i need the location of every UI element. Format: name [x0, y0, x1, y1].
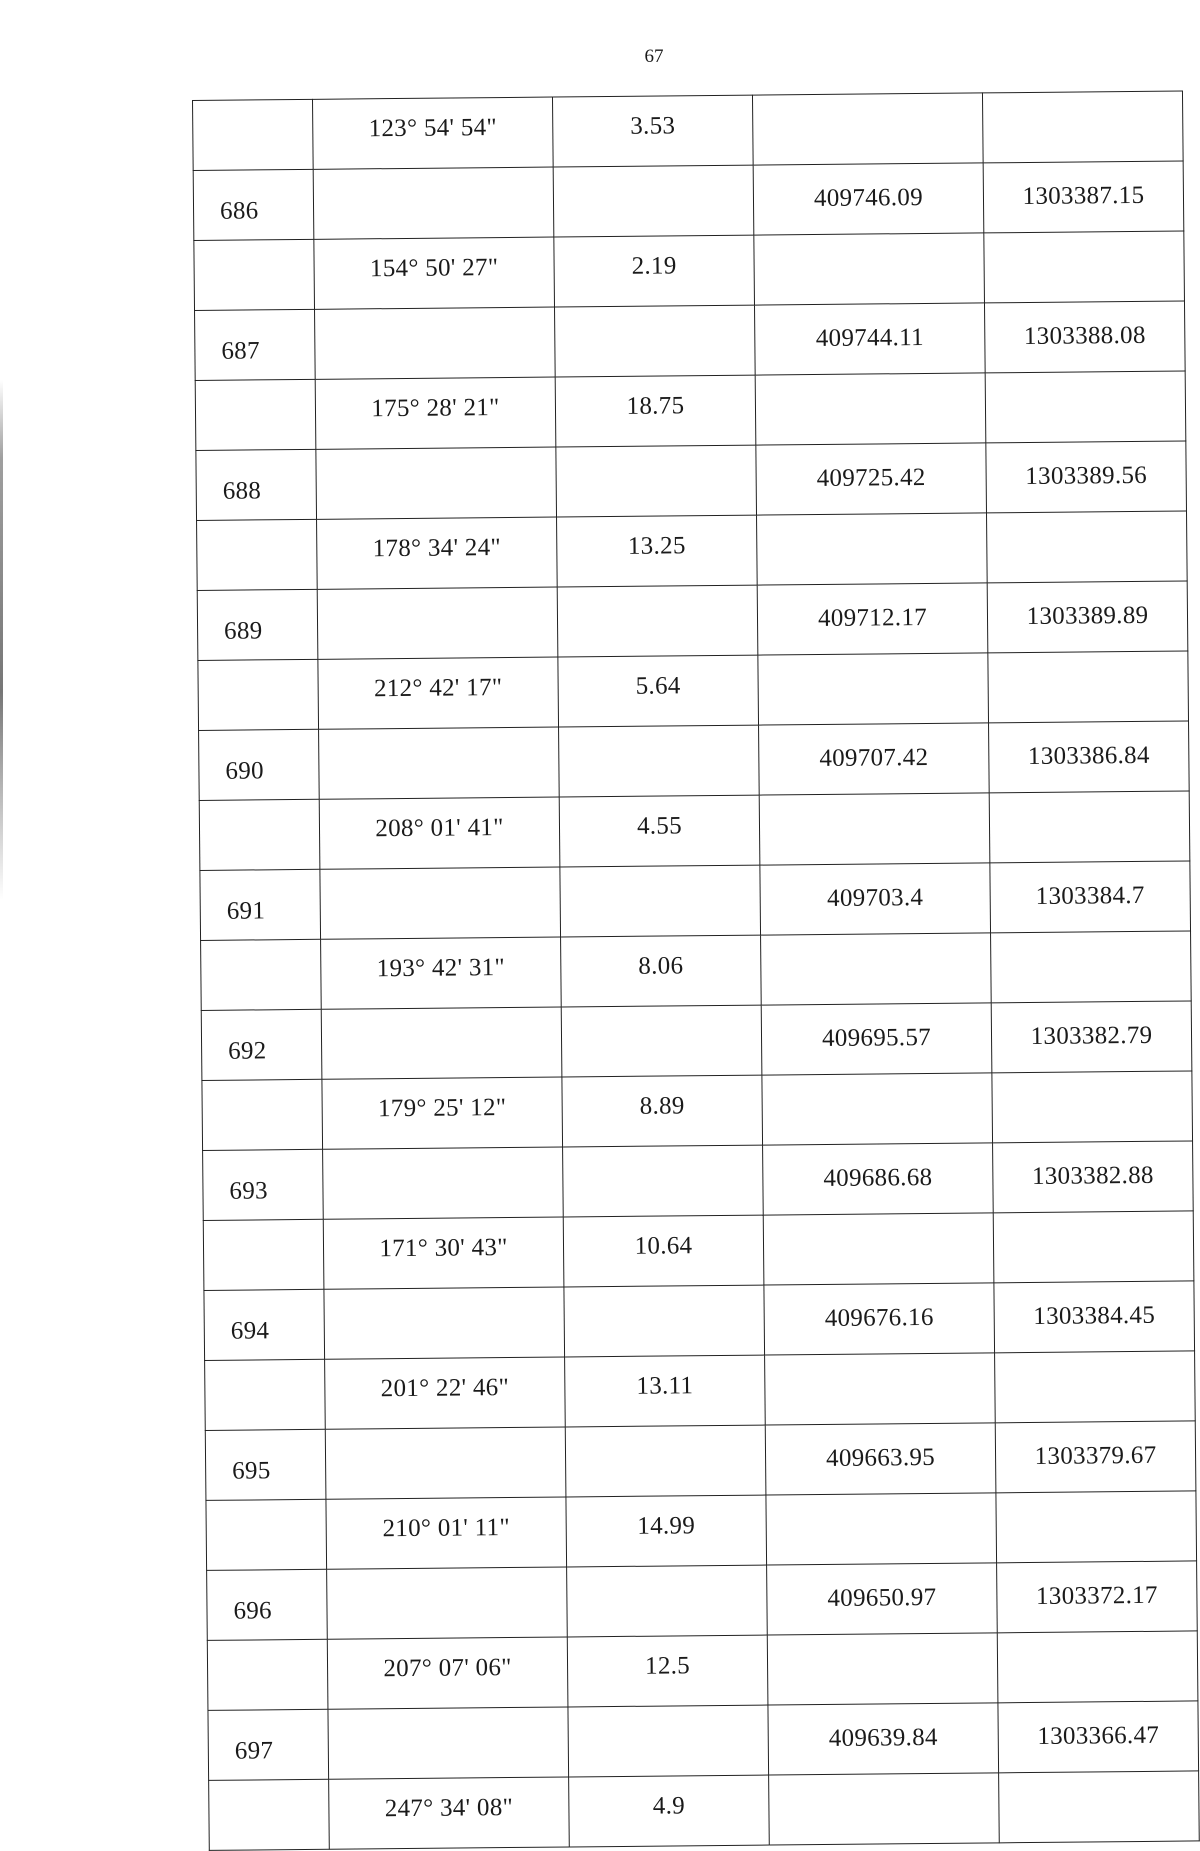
segment-row	[203, 1211, 1194, 1290]
distance-cell	[564, 1285, 765, 1357]
easting-cell	[997, 1631, 1198, 1703]
point-row	[199, 721, 1190, 801]
bearing-cell: 193° 42' 31"	[321, 937, 562, 1009]
distance-cell	[555, 305, 756, 377]
distance-cell	[556, 445, 757, 517]
point-cell: 694	[204, 1289, 325, 1360]
distance-cell: 12.5	[567, 1635, 768, 1707]
easting-cell	[992, 1071, 1193, 1143]
bearing-cell	[324, 1287, 565, 1359]
northing-cell	[754, 233, 985, 305]
distance-cell	[561, 1005, 762, 1077]
page-number: 67	[644, 46, 664, 67]
point-cell: 695	[205, 1429, 326, 1500]
northing-cell: 409686.68	[763, 1143, 994, 1215]
northing-cell	[759, 793, 990, 865]
point-cell	[198, 659, 319, 730]
distance-cell: 18.75	[555, 375, 756, 447]
segment-row	[197, 511, 1188, 590]
bearing-cell: 179° 25' 12"	[322, 1077, 563, 1149]
bearing-cell: 210° 01' 11"	[326, 1497, 567, 1569]
point-cell	[207, 1639, 328, 1710]
distance-cell: 14.99	[566, 1495, 767, 1567]
easting-cell: 1303386.84	[989, 721, 1190, 793]
segment-row	[193, 91, 1184, 170]
bearing-cell: 175° 28' 21"	[315, 377, 556, 449]
bearing-cell	[327, 1567, 568, 1639]
segment-row	[207, 1631, 1198, 1711]
point-row	[200, 861, 1191, 940]
segment-row	[205, 1351, 1196, 1431]
point-cell	[195, 379, 316, 450]
point-row	[203, 1141, 1194, 1221]
northing-cell	[761, 933, 992, 1005]
coordinate-table	[192, 90, 1200, 1850]
segment-row	[206, 1491, 1197, 1571]
northing-cell	[762, 1073, 993, 1145]
point-row	[195, 301, 1186, 380]
point-cell: 687	[195, 309, 316, 380]
bearing-cell: 201° 22' 46"	[325, 1357, 566, 1429]
point-cell	[201, 939, 322, 1010]
point-row	[208, 1701, 1199, 1780]
point-cell: 693	[203, 1149, 324, 1220]
northing-cell: 409725.42	[756, 443, 987, 515]
easting-cell: 1303384.45	[994, 1281, 1195, 1353]
bearing-cell	[325, 1427, 566, 1499]
bearing-cell: 212° 42' 17"	[318, 657, 559, 729]
northing-cell	[766, 1493, 997, 1565]
coordinate-table-container	[192, 90, 1199, 1850]
easting-cell: 1303389.56	[986, 441, 1187, 513]
distance-cell: 13.11	[565, 1355, 766, 1427]
point-cell: 688	[196, 449, 317, 520]
bearing-cell	[319, 727, 560, 799]
easting-cell	[987, 511, 1188, 583]
bearing-cell	[317, 587, 558, 659]
bearing-cell	[316, 447, 557, 519]
point-cell: 692	[201, 1009, 322, 1080]
point-row	[193, 161, 1184, 240]
coordinate-table-body	[193, 91, 1200, 1850]
distance-cell: 13.25	[557, 515, 758, 587]
easting-cell: 1303366.47	[998, 1701, 1199, 1773]
northing-cell: 409707.42	[759, 723, 990, 795]
point-cell: 697	[208, 1709, 329, 1780]
bearing-cell: 123° 54' 54"	[312, 97, 553, 169]
easting-cell	[989, 791, 1190, 863]
segment-row	[195, 371, 1186, 450]
bearing-cell	[313, 167, 554, 239]
northing-cell: 409746.09	[753, 163, 984, 235]
northing-cell: 409744.11	[754, 303, 985, 375]
easting-cell: 1303382.88	[993, 1141, 1194, 1213]
northing-cell: 409676.16	[764, 1283, 995, 1355]
point-cell	[193, 99, 314, 170]
distance-cell	[567, 1565, 768, 1637]
northing-cell	[769, 1773, 1000, 1845]
easting-cell: 1303384.7	[990, 861, 1191, 933]
bearing-cell: 207° 07' 06"	[327, 1637, 568, 1709]
point-cell	[209, 1779, 330, 1850]
scan-shadow	[0, 380, 3, 900]
distance-cell: 3.53	[552, 95, 753, 167]
point-row	[201, 1001, 1192, 1081]
northing-cell: 409639.84	[768, 1703, 999, 1775]
segment-row	[201, 931, 1192, 1010]
bearing-cell	[320, 867, 561, 939]
easting-cell: 1303382.79	[991, 1001, 1192, 1073]
segment-row	[194, 231, 1185, 310]
bearing-cell: 208° 01' 41"	[319, 797, 560, 869]
point-cell: 696	[207, 1569, 328, 1640]
easting-cell	[982, 91, 1183, 163]
bearing-cell: 247° 34' 08"	[329, 1777, 570, 1849]
distance-cell: 2.19	[554, 235, 755, 307]
point-cell	[202, 1079, 323, 1150]
distance-cell: 4.55	[559, 795, 760, 867]
easting-cell	[993, 1211, 1194, 1283]
bearing-cell: 178° 34' 24"	[317, 517, 558, 589]
distance-cell	[557, 585, 758, 657]
point-row	[205, 1421, 1196, 1500]
easting-cell: 1303389.89	[987, 581, 1188, 653]
point-row	[207, 1561, 1198, 1640]
distance-cell: 5.64	[558, 655, 759, 727]
bearing-cell	[315, 307, 556, 379]
point-cell	[194, 239, 315, 310]
point-cell	[197, 519, 318, 590]
northing-cell	[765, 1353, 996, 1425]
easting-cell	[991, 931, 1192, 1003]
point-cell	[206, 1499, 327, 1570]
easting-cell	[985, 371, 1186, 443]
northing-cell	[767, 1633, 998, 1705]
point-row	[197, 581, 1188, 660]
distance-cell: 8.06	[561, 935, 762, 1007]
easting-cell	[995, 1351, 1196, 1423]
easting-cell: 1303372.17	[997, 1561, 1198, 1633]
distance-cell: 8.89	[562, 1075, 763, 1147]
easting-cell	[999, 1771, 1200, 1843]
point-cell	[205, 1359, 326, 1430]
northing-cell: 409650.97	[767, 1563, 998, 1635]
distance-cell: 4.9	[569, 1775, 770, 1847]
northing-cell: 409663.95	[765, 1423, 996, 1495]
segment-row	[202, 1071, 1193, 1150]
distance-cell: 10.64	[563, 1215, 764, 1287]
point-cell: 691	[200, 869, 321, 940]
northing-cell	[763, 1213, 994, 1285]
segment-row	[209, 1771, 1200, 1851]
distance-cell	[553, 165, 754, 237]
easting-cell: 1303379.67	[995, 1421, 1196, 1493]
point-cell: 689	[197, 589, 318, 660]
bearing-cell: 171° 30' 43"	[323, 1217, 564, 1289]
easting-cell	[984, 231, 1185, 303]
bearing-cell	[321, 1007, 562, 1079]
point-cell	[199, 799, 320, 870]
northing-cell: 409712.17	[757, 583, 988, 655]
northing-cell: 409695.57	[761, 1003, 992, 1075]
distance-cell	[563, 1145, 764, 1217]
segment-row	[198, 651, 1189, 730]
easting-cell: 1303388.08	[984, 301, 1185, 373]
northing-cell	[752, 93, 983, 165]
easting-cell: 1303387.15	[983, 161, 1184, 233]
easting-cell	[996, 1491, 1197, 1563]
distance-cell	[565, 1425, 766, 1497]
point-row	[196, 441, 1187, 520]
distance-cell	[560, 865, 761, 937]
bearing-cell	[328, 1707, 569, 1779]
northing-cell	[757, 513, 988, 585]
distance-cell	[559, 725, 760, 797]
northing-cell	[758, 653, 989, 725]
point-cell: 686	[193, 169, 314, 240]
northing-cell: 409703.4	[760, 863, 991, 935]
point-cell: 690	[199, 729, 320, 800]
point-row	[204, 1281, 1195, 1361]
segment-row	[199, 791, 1190, 870]
northing-cell	[755, 373, 986, 445]
bearing-cell: 154° 50' 27"	[314, 237, 555, 309]
easting-cell	[988, 651, 1189, 723]
distance-cell	[568, 1705, 769, 1777]
point-cell	[203, 1219, 324, 1290]
bearing-cell	[323, 1147, 564, 1219]
